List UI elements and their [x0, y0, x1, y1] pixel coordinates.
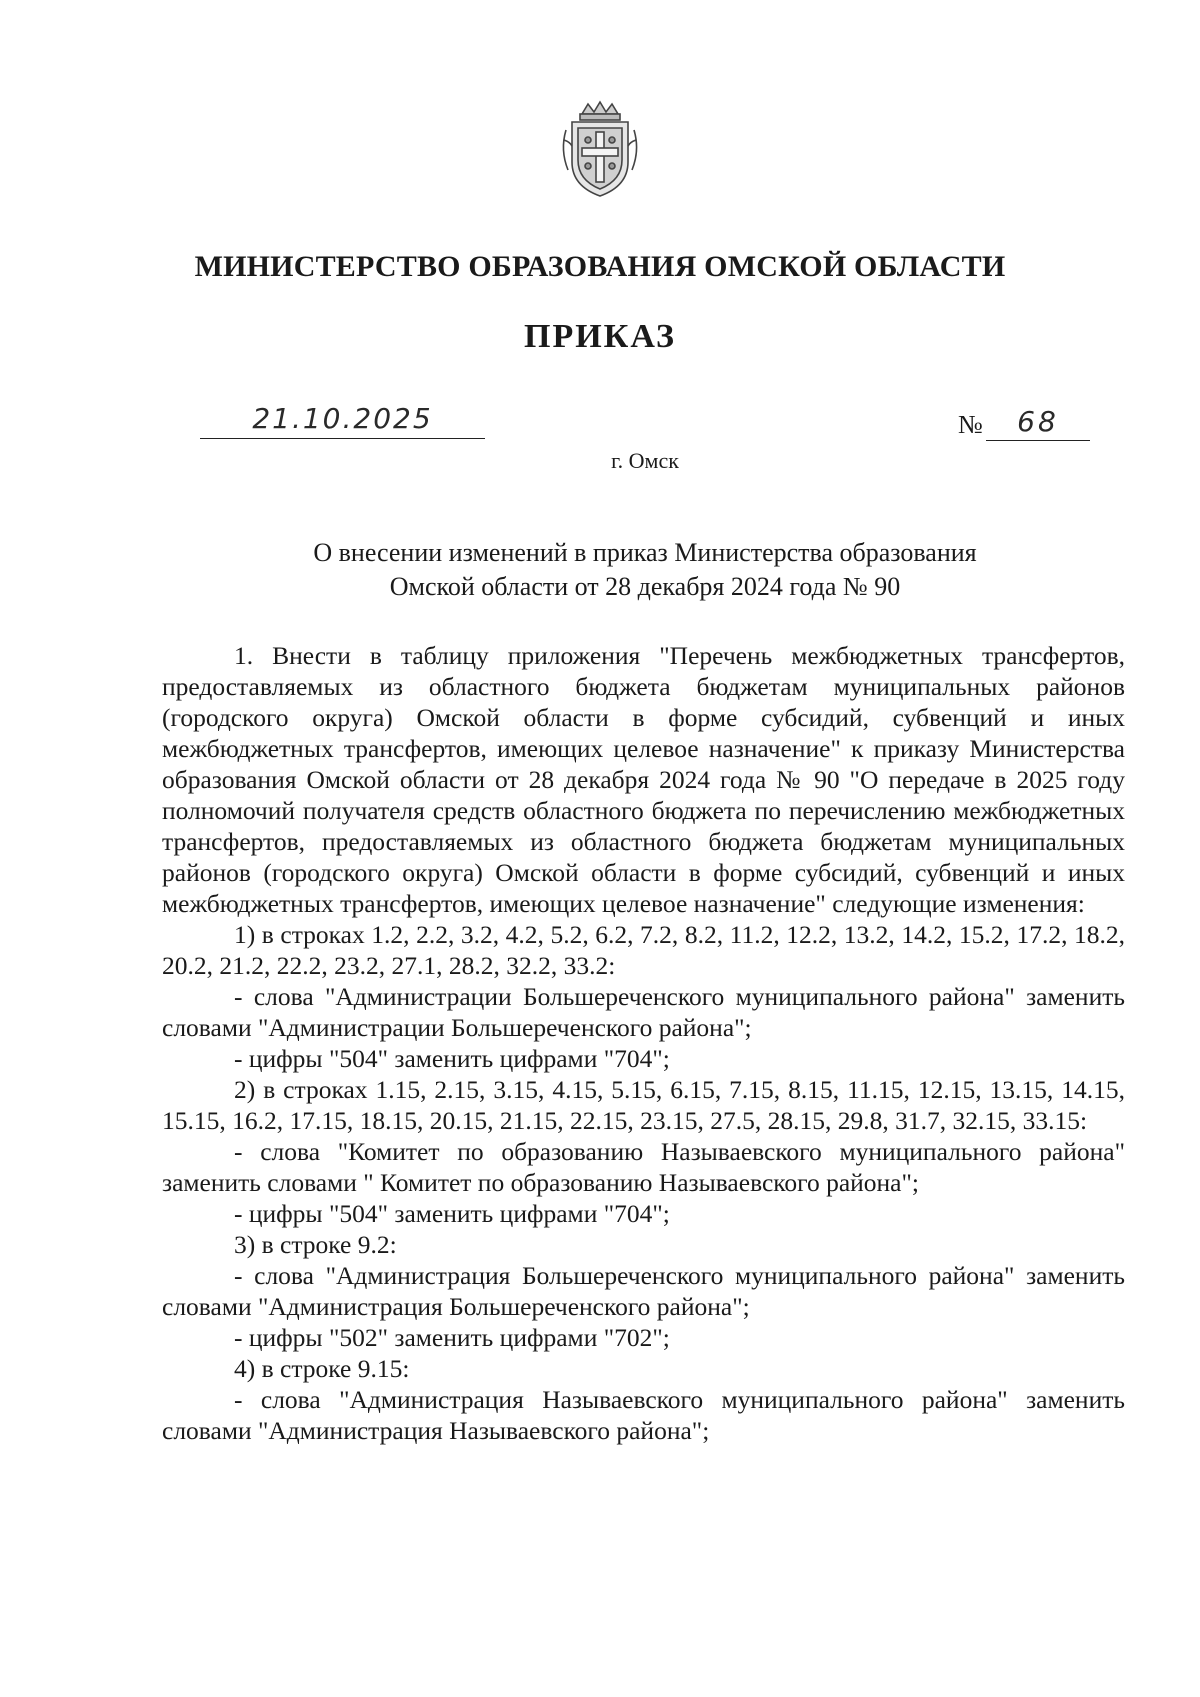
handwritten-number: 68	[1017, 405, 1059, 438]
document-type-title: ПРИКАЗ	[524, 318, 676, 355]
coat-of-arms-icon	[558, 100, 642, 200]
paragraph-item-1-words: - слова "Администрации Большереченского муниципального района" заменить словами "Администрации Большереченского района";	[162, 982, 1125, 1042]
paragraph-item-2: 2) в строках 1.15, 2.15, 3.15, 4.15, 5.15, 6.15, 7.15, 8.15, 11.15, 12.15, 13.15, 14.15, 15.15, 16.2, 17.15, 18.15, 20.15, 21.15, 22.15, 23.15, 27.5, 28.15, 29.8, 31.7, 32.15, 33.15:	[162, 1075, 1125, 1135]
handwritten-date: 21.10.2025	[252, 402, 433, 435]
document-subject	[0, 536, 1200, 604]
ministry-title: МИНИСТЕРСТВО ОБРАЗОВАНИЯ ОМСКОЙ ОБЛАСТИ	[194, 250, 1006, 283]
number-label: №	[958, 410, 983, 439]
city-label: г. Омск	[611, 448, 679, 473]
paragraph-item-1-digits: - цифры "504" заменить цифрами "704";	[234, 1044, 670, 1073]
paragraph-item-3-words: - слова "Администрация Большереченского муниципального района" заменить словами "Администрация Большереченского района";	[162, 1261, 1125, 1321]
paragraph-item-2-words: - слова "Комитет по образованию Называевского муниципального района" заменить словами " Комитет по образованию Называевского района";	[162, 1137, 1125, 1197]
subject-line-1: О внесении изменений в приказ Министерства образования	[313, 538, 977, 567]
paragraph-item-4-words: - слова "Администрация Называевского муниципального района" заменить словами "Администрация Называевского района";	[162, 1385, 1125, 1445]
paragraph-item-3-digits: - цифры "502" заменить цифрами "702";	[234, 1323, 670, 1352]
date-underline	[200, 438, 485, 439]
paragraph-item-2-digits: - цифры "504" заменить цифрами "704";	[234, 1199, 670, 1228]
subject-line-2: Омской области от 28 декабря 2024 года № 90	[389, 572, 901, 601]
document-body	[162, 640, 1125, 1446]
paragraph-1: 1. Внести в таблицу приложения "Перечень межбюджетных трансфертов, предоставляемых из областного бюджета бюджетам муниципальных районов (городского округа) Омской области в форме субсидий, субвенций и иных межбюджетных трансфертов, имеющих целевое назначение" к приказу Министерства образования Омской области от 28 декабря 2024 года № 90 "О передаче в 2025 году полномочий получателя средств областного бюджета по перечислению межбюджетных трансфертов, предоставляемых из областного бюджета бюджетам муниципальных районов (городского округа) Омской области в форме субсидий, субвенций и иных межбюджетных трансфертов, имеющих целевое назначение" следующие изменения:	[162, 641, 1125, 918]
paragraph-item-4: 4) в строке 9.15:	[234, 1354, 410, 1383]
paragraph-item-3: 3) в строке 9.2:	[234, 1230, 397, 1259]
paragraph-item-1: 1) в строках 1.2, 2.2, 3.2, 4.2, 5.2, 6.2, 7.2, 8.2, 11.2, 12.2, 13.2, 14.2, 15.2, 17.2, 18.2, 20.2, 21.2, 22.2, 23.2, 27.1, 28.2, 32.2, 33.2:	[162, 920, 1125, 980]
number-underline	[986, 440, 1090, 441]
